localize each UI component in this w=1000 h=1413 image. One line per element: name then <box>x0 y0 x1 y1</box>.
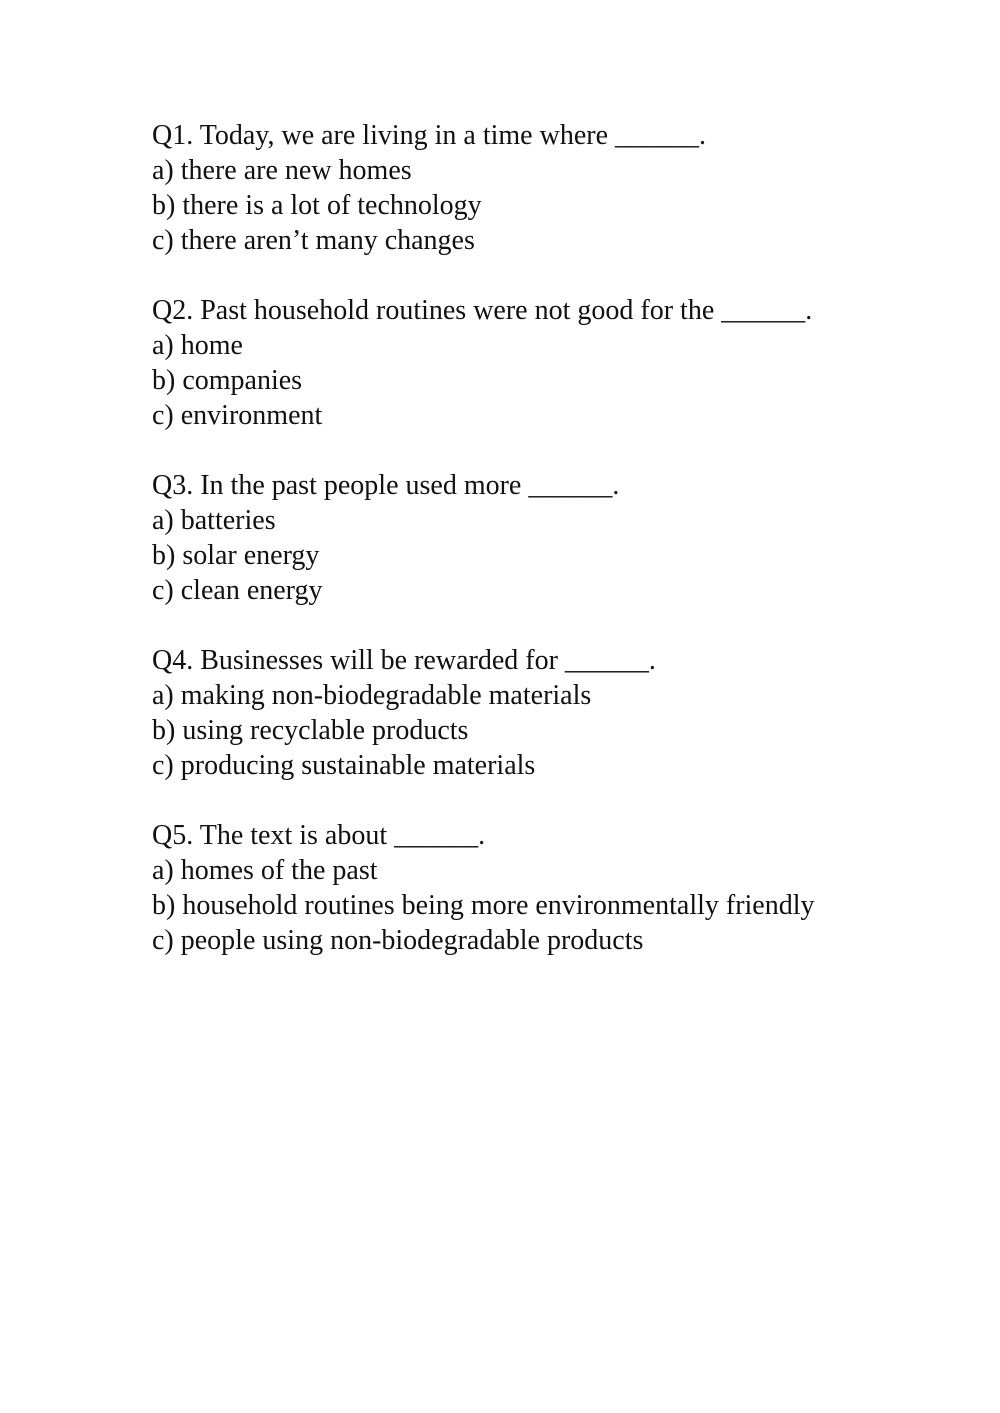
worksheet-page <box>152 118 848 993</box>
question-2-option-b: b) companies <box>152 365 303 396</box>
question-2 <box>152 293 848 433</box>
question-1-prompt: Q1. Today, we are living in a time where ______. <box>152 120 707 151</box>
question-1 <box>152 118 848 258</box>
question-5 <box>152 818 848 958</box>
question-1-option-a: a) there are new homes <box>152 155 412 186</box>
question-4-option-b: b) using recyclable products <box>152 715 469 746</box>
question-3 <box>152 468 848 608</box>
question-5-option-a: a) homes of the past <box>152 855 378 886</box>
question-5-option-c: c) people using non-biodegradable products <box>152 925 644 956</box>
question-2-option-c: c) environment <box>152 400 323 431</box>
question-5-option-b: b) household routines being more environmentally friendly <box>152 890 815 921</box>
question-2-prompt: Q2. Past household routines were not good for the ______. <box>152 295 813 326</box>
question-4-option-c: c) producing sustainable materials <box>152 750 536 781</box>
question-3-prompt: Q3. In the past people used more ______. <box>152 470 620 501</box>
question-4-option-a: a) making non-biodegradable materials <box>152 680 592 711</box>
question-3-option-b: b) solar energy <box>152 540 320 571</box>
question-4 <box>152 643 848 783</box>
question-1-option-c: c) there aren’t many changes <box>152 225 475 256</box>
question-3-option-c: c) clean energy <box>152 575 323 606</box>
question-4-prompt: Q4. Businesses will be rewarded for ______. <box>152 645 656 676</box>
question-1-option-b: b) there is a lot of technology <box>152 190 482 221</box>
question-5-prompt: Q5. The text is about ______. <box>152 820 486 851</box>
question-3-option-a: a) batteries <box>152 505 276 536</box>
question-2-option-a: a) home <box>152 330 243 361</box>
